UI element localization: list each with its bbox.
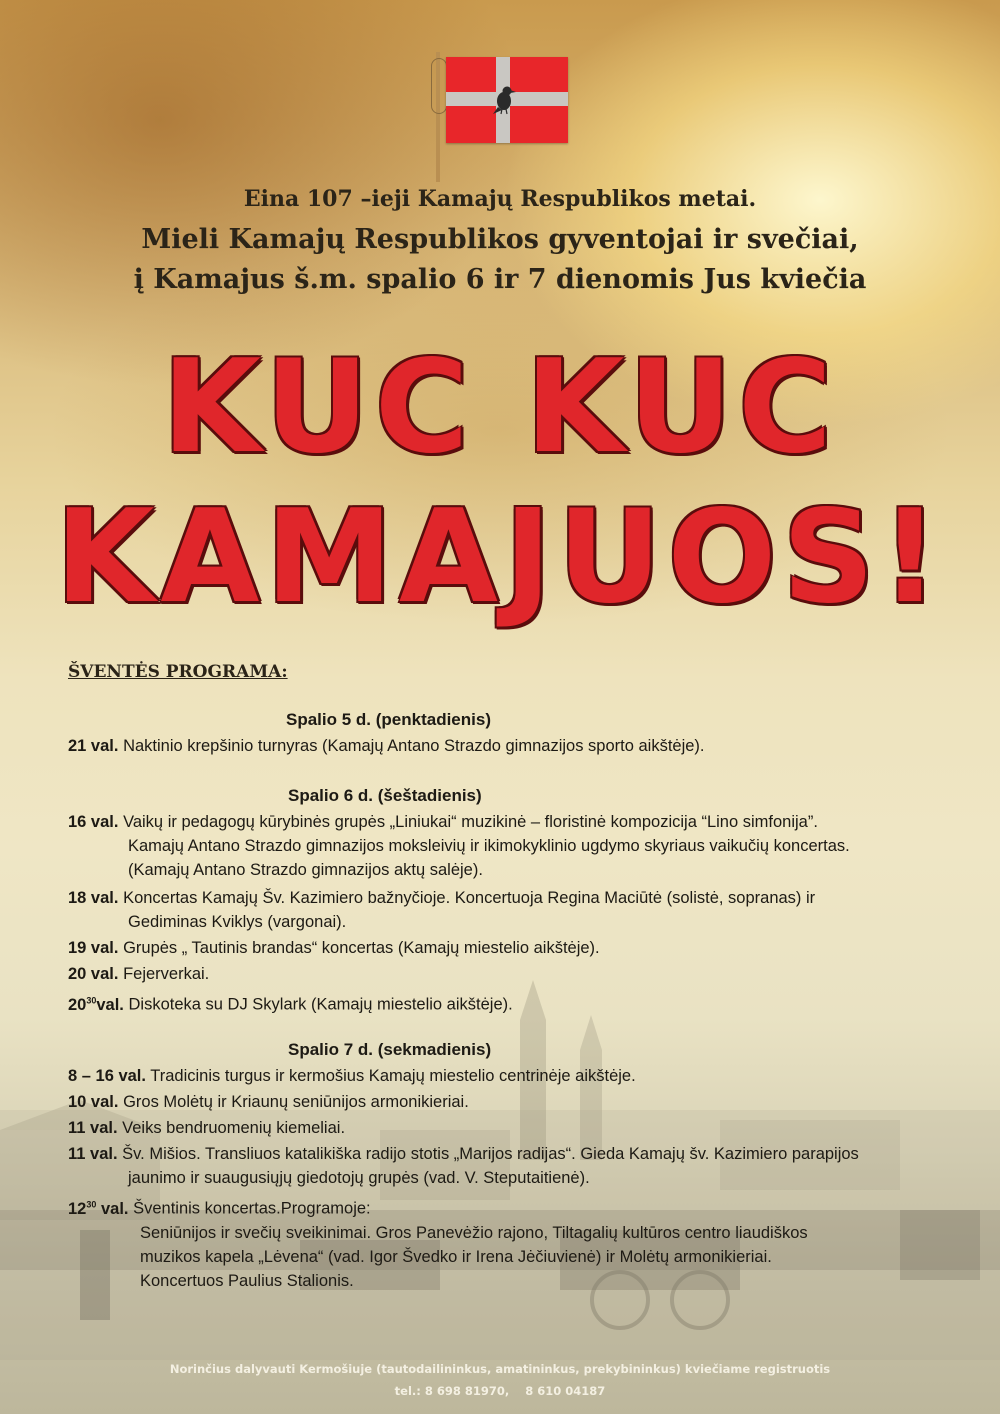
event-time: 20 val.: [68, 965, 119, 983]
day-heading-oct-5: Spalio 5 d. (penktadienis): [286, 710, 491, 729]
program-event: [68, 936, 948, 960]
event-text: Koncertas Kamajų Šv. Kazimiero bažnyčioje. Koncertuoja Regina Maciūtė (solistė, sopranas) ir: [123, 889, 816, 907]
day-heading-oct-7: Spalio 7 d. (sekmadienis): [288, 1040, 492, 1059]
event-text: Veiks bendruomenių kiemeliai.: [122, 1119, 346, 1137]
footer-registration-text: Norinčius dalyvauti Kermošiuje (tautodailininkus, amatininkus, prekybininkus) kviečiame registruotis: [169, 1362, 831, 1376]
event-time-suffix: val.: [100, 1199, 129, 1218]
event-text-continued: jaunimo ir suaugusiųjų giedotojų grupės (vad. V. Steputaitienė).: [128, 1169, 590, 1187]
event-text-continued: Koncertuos Paulius Stalionis.: [140, 1271, 354, 1290]
event-text: Tradicinis turgus ir kermošius Kamajų miestelio centrinėje aikštėje.: [150, 1067, 636, 1085]
program-event: [68, 810, 948, 882]
event-text: Grupės „ Tautinis brandas“ koncertas (Kamajų miestelio aikštėje).: [123, 939, 600, 957]
program-event: [68, 1192, 948, 1293]
event-text-continued: Seniūnijos ir svečių sveikinimai. Gros Panevėžio rajono, Tiltagalių kultūros centro liaudiškos: [140, 1223, 808, 1242]
program-event: [68, 1116, 948, 1140]
event-text-continued: Gediminas Kviklys (vargonai).: [128, 913, 347, 931]
event-text: Gros Molėtų ir Kriaunų seniūnijos armonikieriai.: [123, 1093, 469, 1111]
event-time: 11 val.: [68, 1119, 118, 1137]
event-time: 16 val.: [68, 813, 119, 831]
event-text-continued: Kamajų Antano Strazdo gimnazijos moksleivių ir ikimokyklinio ugdymo skyriaus vaikučių koncertas.: [128, 837, 850, 855]
footer-phone-numbers: tel.: 8 698 81970, 8 610 04187: [394, 1384, 606, 1398]
flag-rope: [431, 58, 447, 114]
day-heading-oct-6: Spalio 6 d. (šeštadienis): [288, 786, 482, 805]
headline-line-1: KUC KUC: [161, 333, 839, 482]
event-time: 20: [68, 995, 87, 1014]
intro-invitation-line: į Kamajus š.m. spalio 6 ir 7 dienomis Jus kviečia: [133, 264, 867, 295]
event-time-minutes: 30: [86, 1199, 97, 1209]
event-text: Vaikų ir pedagogų kūrybinės grupės „Liniukai“ muzikinė – floristinė kompozicija “Lino simfonija”.: [123, 813, 818, 831]
event-time-suffix: val.: [96, 995, 124, 1014]
program-event: [68, 734, 948, 758]
crow-icon: [489, 83, 519, 115]
kamajai-flag-crow-icon: [446, 57, 568, 143]
program-event: [68, 962, 948, 986]
program-event: [68, 1142, 948, 1190]
event-text-continued: muzikos kapela „Lėvena“ (vad. Igor Švedko ir Irena Jėčiuvienė) ir Molėtų armonikieriai.: [140, 1247, 772, 1266]
event-time: 18 val.: [68, 889, 119, 907]
event-text: Fejerverkai.: [123, 965, 210, 983]
event-text-continued: (Kamajų Antano Strazdo gimnazijos aktų salėje).: [128, 861, 483, 879]
event-text: Šv. Mišios. Transliuos katalikiška radijo stotis „Marijos radijas“. Gieda Kamajų šv. Kazimiero parapijos: [122, 1145, 859, 1163]
event-time: 21 val.: [68, 737, 119, 755]
program-event: [68, 886, 948, 934]
registration-footer: [0, 1358, 1000, 1402]
program-event: [68, 988, 948, 1017]
program-event: [68, 1064, 948, 1088]
event-text: Diskoteka su DJ Skylark (Kamajų miestelio aikštėje).: [128, 995, 513, 1014]
intro-greeting-line: Mieli Kamajų Respublikos gyventojai ir svečiai,: [141, 224, 859, 255]
event-time: 19 val.: [68, 939, 119, 957]
event-time: 12: [68, 1199, 87, 1218]
program-event: [68, 1090, 948, 1114]
program-title: ŠVENTĖS PROGRAMA:: [68, 662, 288, 682]
headline-line-2: KAMAJUOS!: [55, 483, 945, 632]
event-time-minutes: 30: [86, 995, 97, 1005]
event-time: 8 – 16 val.: [68, 1067, 146, 1085]
event-text: Naktinio krepšinio turnyras (Kamajų Antano Strazdo gimnazijos sporto aikštėje).: [123, 737, 705, 755]
event-text: Šventinis koncertas.Programoje:: [133, 1199, 371, 1218]
intro-year-line: Eina 107 –ieji Kamajų Respublikos metai.: [243, 186, 757, 212]
event-time: 11 val.: [68, 1145, 118, 1163]
event-time: 10 val.: [68, 1093, 119, 1111]
